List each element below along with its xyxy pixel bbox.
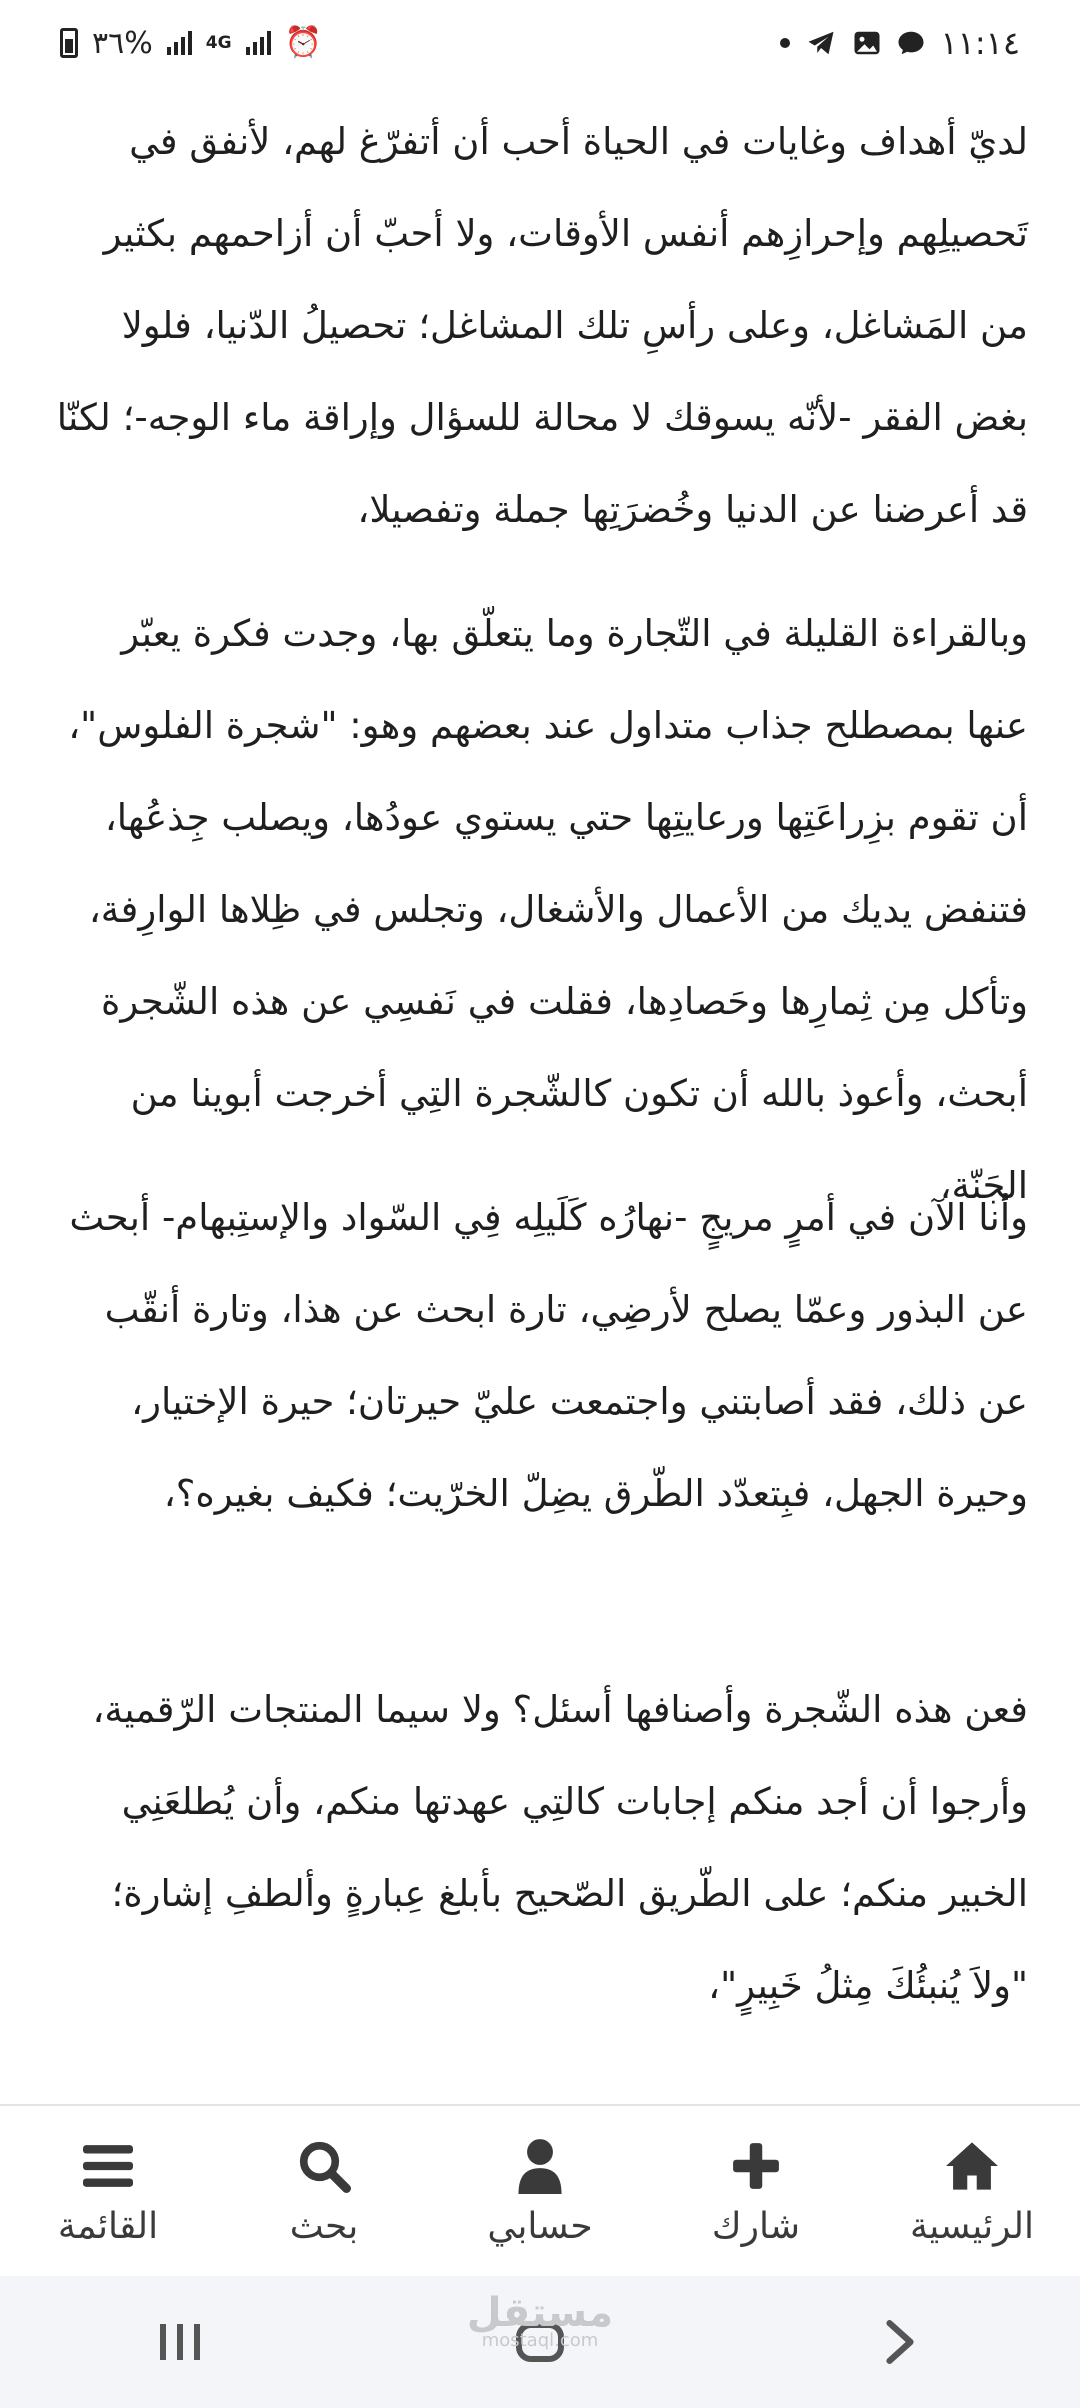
- watermark-sub: mostaql.com: [481, 2330, 599, 2351]
- network-type: 4G: [205, 33, 232, 53]
- battery-level: ٣٦%: [92, 25, 153, 61]
- bottom-navigation: [0, 2104, 1080, 2276]
- article-body: [56, 96, 1028, 2064]
- chat-icon: [896, 28, 926, 58]
- watermark-text: مستقل: [466, 2290, 614, 2336]
- gallery-icon: [852, 28, 882, 58]
- chevron-right-icon: [885, 2319, 915, 2365]
- nav-item-home[interactable]: [872, 2136, 1072, 2247]
- nav-item-share[interactable]: [656, 2136, 856, 2247]
- nav-item-search[interactable]: [224, 2136, 424, 2247]
- article-paragraph: لديّ أهداف وغايات في الحياة أحب أن أتفرّغ لهم، لأنفق في تَحصيلِهم وإحرازِهم أنفس الأوقات، ولا أحبّ أن أزاحمهم بكثير من المَشاغل، وعلى رأسِ تلك المشاغل؛ تحصيلُ الدّنيا، فلولا بغض الفقر -لأنّه يسوقك لا محالة للسؤال وإراقة ماء الوجه-؛ لكنّا قد أعرضنا عن الدنيا وخُضرَتِها جملة وتفصيلا،: [56, 120, 1028, 531]
- user-icon: [510, 2136, 570, 2196]
- nav-label-share: شارك: [711, 2205, 801, 2247]
- signal-icon-2: [246, 31, 271, 55]
- signal-icon: [167, 31, 192, 55]
- article-paragraph: وبالقراءة القليلة في التّجارة وما يتعلّق بها، وجدت فكرة يعبّر عنها بمصطلح جذاب متداول عند بعضهم وهو: "شجرة الفلوس"، أن تقوم بزِراعَتِها ورعايتِها حتي يستوي عودُها، ويصلب جِذعُها، فتنفض يديك من الأعمال والأشغال، وتجلس في ظِلاها الوارِفة، وتأكل مِن ثِمارِها وحَصادِها، فقلت في نَفسِي عن هذه الشّجرة أبحث، وأعوذ بالله أن تكون كالشّجرة التِي أخرجت أبوينا من الجَنّة،: [68, 612, 1028, 1207]
- menu-icon: [78, 2136, 138, 2196]
- search-icon: [294, 2136, 354, 2196]
- nav-label-home: الرئيسية: [910, 2205, 1034, 2247]
- nav-item-menu[interactable]: [8, 2136, 208, 2247]
- plus-icon: [726, 2136, 786, 2196]
- status-bar: [0, 0, 1080, 86]
- alarm-icon: ⏰: [284, 25, 322, 60]
- mostaql-watermark: [430, 2290, 650, 2351]
- recent-apps-icon: [158, 2322, 202, 2362]
- recent-apps-button[interactable]: [120, 2302, 240, 2382]
- article-paragraph: وأنا الآن في أمرٍ مريجٍ -نهارُه كَلَيلِه فِي السّواد والإستِبهام- أبحث عن البذور وعمّا يصلح لأرضِي، تارة ابحث عن هذا، وتارة أنقّب عن ذلك، فقد أصابتني واجتمعت عليّ حيرتان؛ حيرة الإختيار، وحيرة الجهل، فبِتعدّد الطّرق يضِلّ الخرّيت؛ فكيف بغيره؟،: [69, 1196, 1028, 1515]
- home-icon: [942, 2136, 1002, 2196]
- back-button[interactable]: [840, 2302, 960, 2382]
- nav-item-account[interactable]: [440, 2136, 640, 2247]
- nav-label-search: بحث: [289, 2205, 359, 2247]
- battery-icon: [60, 28, 78, 58]
- status-right: [780, 24, 1020, 62]
- article-paragraph: فعن هذه الشّجرة وأصنافها أسئل؟ ولا سيما المنتجات الرّقمية، وأرجوا أن أجد منكم إجابات كالتِي عهدتها منكم، وأن يُطلعَنِي الخبير منكم؛ على الطّريق الصّحيح بأبلغ عِبارةٍ وألطفِ إشارة؛ "ولاَ يُنبئُكَ مِثلُ خَبِيرٍ"،: [92, 1688, 1028, 2007]
- nav-label-menu: القائمة: [57, 2205, 159, 2247]
- clock: ١١:١٤: [940, 24, 1020, 62]
- status-left: [60, 26, 322, 61]
- notification-dot-icon: [780, 38, 790, 48]
- telegram-icon: [804, 28, 838, 58]
- nav-label-account: حسابي: [487, 2205, 593, 2247]
